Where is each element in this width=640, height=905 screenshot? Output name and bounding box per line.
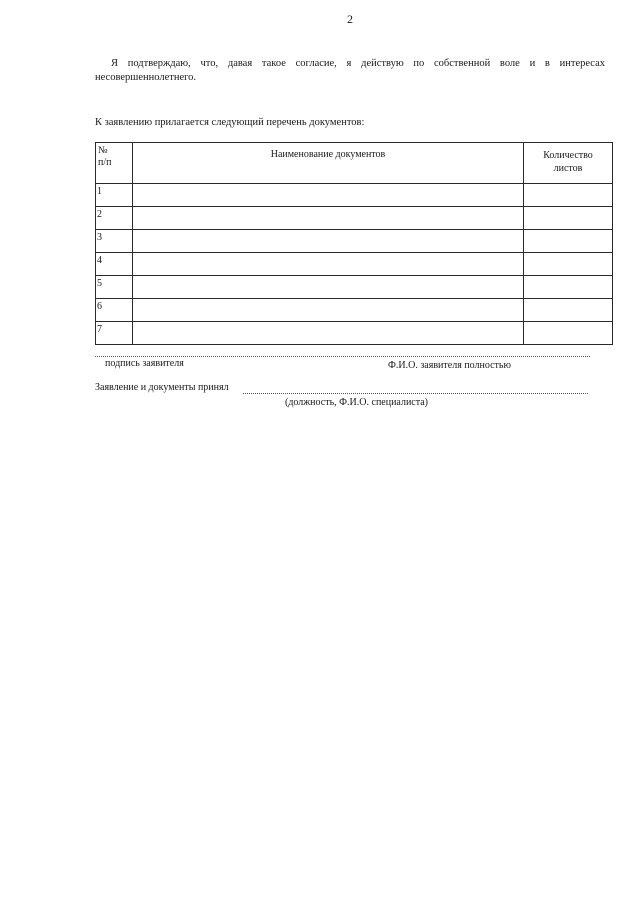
documents-table xyxy=(95,142,613,345)
row-document-name[interactable] xyxy=(133,184,524,207)
accepted-by-line[interactable] xyxy=(243,393,588,394)
row-number: 6 xyxy=(96,299,133,322)
row-sheet-count[interactable] xyxy=(524,322,613,345)
header-number-line2: п/п xyxy=(98,157,112,168)
row-sheet-count[interactable] xyxy=(524,207,613,230)
row-number: 5 xyxy=(96,276,133,299)
documents-intro: К заявлению прилагается следующий перечень документов: xyxy=(95,117,365,128)
row-number: 3 xyxy=(96,230,133,253)
table-row xyxy=(96,299,613,322)
header-document-name: Наименование документов xyxy=(133,143,524,184)
row-number: 7 xyxy=(96,322,133,345)
table-row xyxy=(96,184,613,207)
accepted-by-caption: (должность, Ф.И.О. специалиста) xyxy=(285,397,428,408)
accepted-by-label: Заявление и документы принял xyxy=(95,382,229,393)
applicant-signature-caption: подпись заявителя xyxy=(105,358,184,369)
applicant-signature-line[interactable] xyxy=(95,356,590,357)
row-number: 1 xyxy=(96,184,133,207)
row-sheet-count[interactable] xyxy=(524,253,613,276)
row-number: 2 xyxy=(96,207,133,230)
row-sheet-count[interactable] xyxy=(524,276,613,299)
row-document-name[interactable] xyxy=(133,207,524,230)
table-row xyxy=(96,322,613,345)
row-document-name[interactable] xyxy=(133,322,524,345)
row-sheet-count[interactable] xyxy=(524,184,613,207)
table-row xyxy=(96,276,613,299)
row-sheet-count[interactable] xyxy=(524,230,613,253)
row-number: 4 xyxy=(96,253,133,276)
table-row xyxy=(96,230,613,253)
row-sheet-count[interactable] xyxy=(524,299,613,322)
header-number-line1: № xyxy=(98,145,108,156)
header-count-line2: листов xyxy=(553,163,583,174)
row-document-name[interactable] xyxy=(133,276,524,299)
header-number xyxy=(96,143,133,184)
table-row xyxy=(96,253,613,276)
table-row xyxy=(96,207,613,230)
applicant-name-caption: Ф.И.О. заявителя полностью xyxy=(388,360,511,371)
row-document-name[interactable] xyxy=(133,230,524,253)
consent-statement: Я подтверждаю, что, давая такое согласие, я действую по собственной воле и в интересах несовершеннолетнего. xyxy=(95,58,605,83)
table-header-row xyxy=(96,143,613,184)
page-number: 2 xyxy=(347,12,353,26)
row-document-name[interactable] xyxy=(133,299,524,322)
row-document-name[interactable] xyxy=(133,253,524,276)
header-sheet-count xyxy=(524,143,613,184)
header-count-line1: Количество xyxy=(543,150,593,161)
